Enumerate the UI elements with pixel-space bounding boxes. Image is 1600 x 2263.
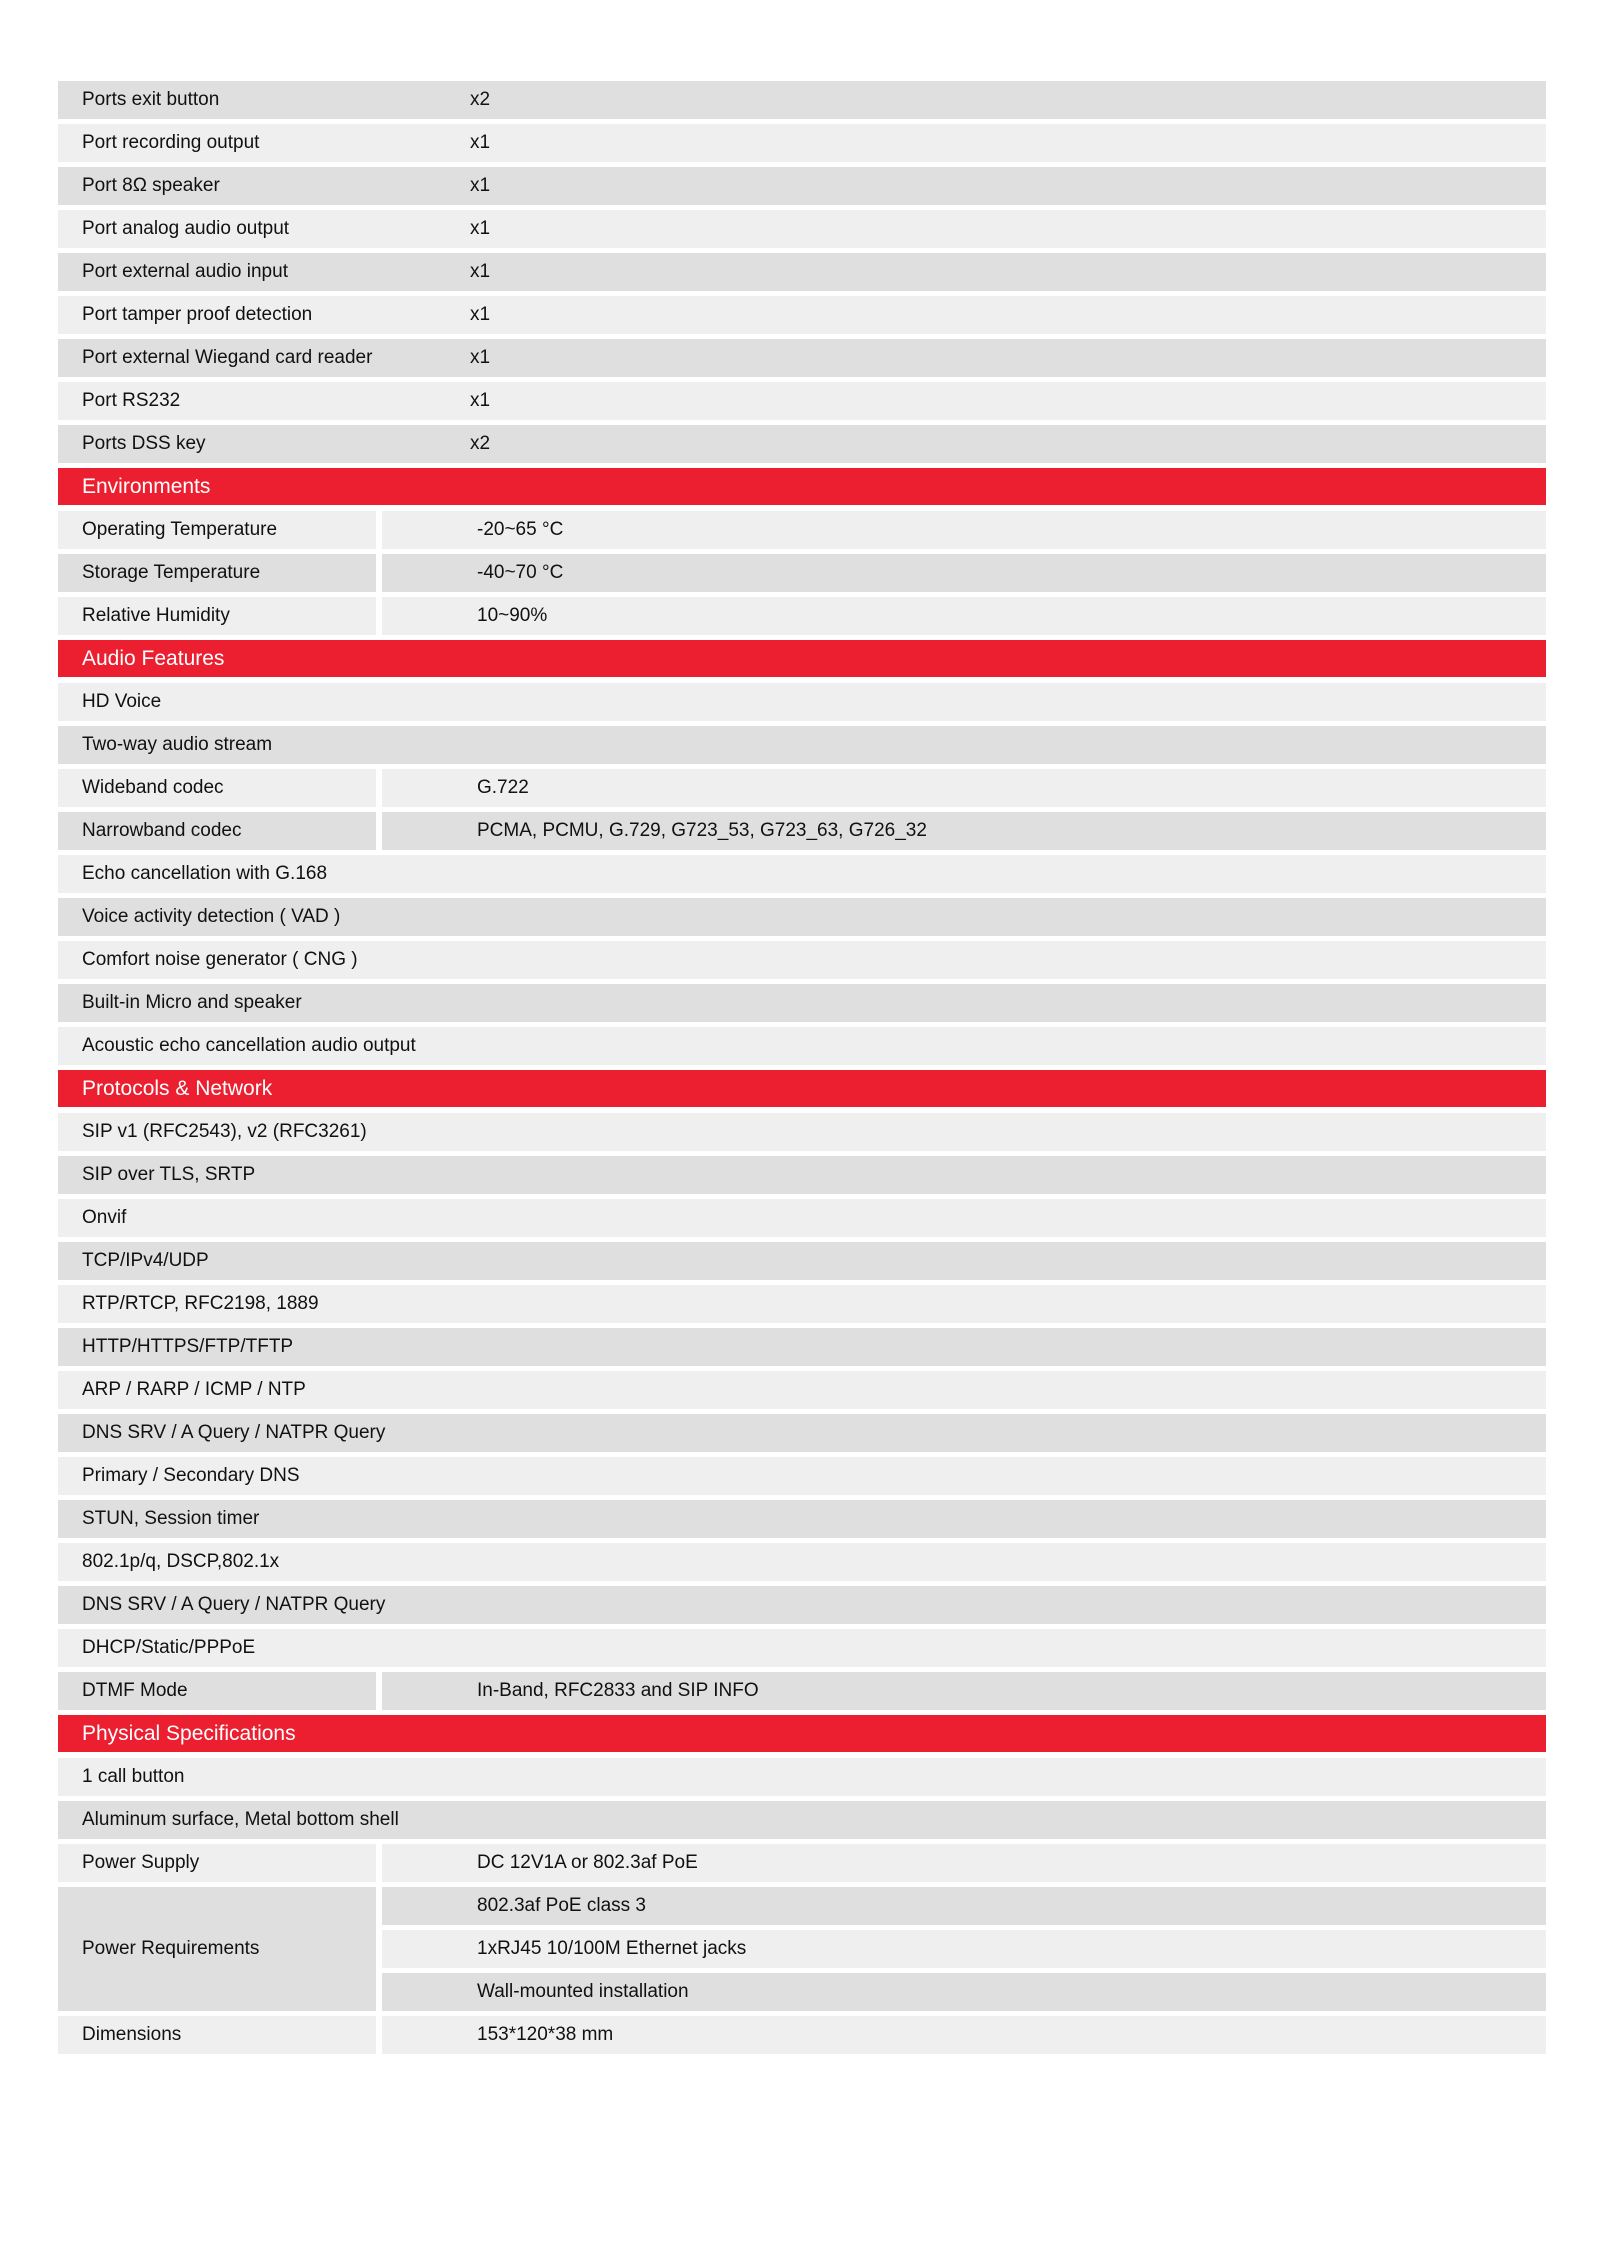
spec-row xyxy=(58,511,1546,549)
spec-value: PCMA, PCMU, G.729, G723_53, G723_63, G726_32 xyxy=(477,820,927,841)
spec-row xyxy=(58,941,1546,979)
spec-row xyxy=(58,1285,1546,1323)
spec-label: Port analog audio output xyxy=(82,218,290,239)
spec-value: DC 12V1A or 802.3af PoE xyxy=(477,1852,698,1873)
spec-label: DNS SRV / A Query / NATPR Query xyxy=(82,1422,386,1443)
spec-label-cell xyxy=(58,812,376,850)
spec-row xyxy=(58,1457,1546,1495)
spec-value: x1 xyxy=(470,347,491,368)
spec-row xyxy=(58,683,1546,721)
spec-value: 10~90% xyxy=(477,605,548,626)
spec-value: -20~65 °C xyxy=(477,519,564,540)
spec-row xyxy=(58,382,1546,420)
spec-row xyxy=(58,1242,1546,1280)
spec-label: Port RS232 xyxy=(82,390,181,411)
spec-label: ARP / RARP / ICMP / NTP xyxy=(82,1379,306,1400)
spec-label: RTP/RTCP, RFC2198, 1889 xyxy=(82,1293,319,1314)
spec-label-cell xyxy=(58,2016,376,2054)
spec-value-cell xyxy=(382,1672,1546,1710)
spec-label-cell xyxy=(58,554,376,592)
spec-row xyxy=(58,167,1546,205)
spec-row xyxy=(58,1113,1546,1151)
spec-row xyxy=(58,1414,1546,1452)
spec-label: 1 call button xyxy=(82,1766,185,1787)
spec-label: Port tamper proof detection xyxy=(82,304,313,325)
spec-label: DHCP/Static/PPPoE xyxy=(82,1637,256,1658)
spec-value: x1 xyxy=(470,304,491,325)
spec-value: x1 xyxy=(470,132,491,153)
spec-sheet xyxy=(58,81,1546,2059)
section-title: Environments xyxy=(82,475,211,498)
spec-value: x2 xyxy=(470,433,491,454)
spec-label: 802.1p/q, DSCP,802.1x xyxy=(82,1551,280,1572)
spec-value: 1xRJ45 10/100M Ethernet jacks xyxy=(477,1938,747,1959)
spec-value-cell xyxy=(382,1887,1546,1925)
spec-label: Port recording output xyxy=(82,132,260,153)
spec-row xyxy=(58,769,1546,807)
spec-label: Power Requirements xyxy=(82,1938,260,1959)
spec-label: SIP v1 (RFC2543), v2 (RFC3261) xyxy=(82,1121,367,1142)
spec-value-cell xyxy=(382,2016,1546,2054)
spec-value-cell xyxy=(382,597,1546,635)
spec-value-cell xyxy=(382,511,1546,549)
spec-label: Onvif xyxy=(82,1207,127,1228)
spec-value-cell xyxy=(382,554,1546,592)
spec-row xyxy=(58,124,1546,162)
spec-label: Built-in Micro and speaker xyxy=(82,992,302,1013)
spec-row xyxy=(58,1672,1546,1710)
spec-row xyxy=(58,1543,1546,1581)
spec-label: Wideband codec xyxy=(82,777,224,798)
spec-value-cell xyxy=(382,1844,1546,1882)
spec-label: HTTP/HTTPS/FTP/TFTP xyxy=(82,1336,294,1357)
spec-value-cell xyxy=(382,1930,1546,1968)
spec-label: Comfort noise generator ( CNG ) xyxy=(82,949,358,970)
section-title: Audio Features xyxy=(82,647,225,670)
spec-label: Acoustic echo cancellation audio output xyxy=(82,1035,416,1056)
spec-label: Narrowband codec xyxy=(82,820,242,841)
spec-label: HD Voice xyxy=(82,691,162,712)
spec-value: Wall-mounted installation xyxy=(477,1981,689,2002)
spec-value: G.722 xyxy=(477,777,529,798)
spec-value: x2 xyxy=(470,89,491,110)
spec-row xyxy=(58,1586,1546,1624)
spec-row xyxy=(58,1844,1546,1882)
spec-value: x1 xyxy=(470,261,491,282)
spec-label: Aluminum surface, Metal bottom shell xyxy=(82,1809,399,1830)
spec-row xyxy=(58,1199,1546,1237)
spec-label: Operating Temperature xyxy=(82,519,278,540)
spec-value: x1 xyxy=(470,390,491,411)
spec-row xyxy=(58,597,1546,635)
spec-value: x1 xyxy=(470,218,491,239)
spec-row xyxy=(58,339,1546,377)
spec-label-cell xyxy=(58,1672,376,1710)
spec-row xyxy=(58,1629,1546,1667)
spec-label: STUN, Session timer xyxy=(82,1508,260,1529)
spec-value-cell xyxy=(382,769,1546,807)
spec-row xyxy=(58,1758,1546,1796)
spec-row xyxy=(58,1027,1546,1065)
spec-row xyxy=(58,81,1546,119)
spec-label: SIP over TLS, SRTP xyxy=(82,1164,256,1185)
spec-label: Voice activity detection ( VAD ) xyxy=(82,906,341,927)
spec-label: DTMF Mode xyxy=(82,1680,188,1701)
spec-row xyxy=(58,554,1546,592)
spec-label: Port external Wiegand card reader xyxy=(82,347,373,368)
spec-label-cell xyxy=(58,1844,376,1882)
spec-value: 153*120*38 mm xyxy=(477,2024,614,2045)
spec-row xyxy=(58,898,1546,936)
spec-value-cell xyxy=(382,1973,1546,2011)
section-title: Protocols & Network xyxy=(82,1077,273,1100)
spec-label: Power Supply xyxy=(82,1852,200,1873)
spec-label: DNS SRV / A Query / NATPR Query xyxy=(82,1594,386,1615)
spec-label-cell xyxy=(58,511,376,549)
spec-row xyxy=(58,210,1546,248)
spec-value-list xyxy=(382,1887,1546,2011)
spec-row xyxy=(58,984,1546,1022)
spec-row xyxy=(58,1801,1546,1839)
spec-label: Dimensions xyxy=(82,2024,182,2045)
spec-row-group xyxy=(58,1887,1546,2011)
spec-row xyxy=(58,2016,1546,2054)
spec-label: TCP/IPv4/UDP xyxy=(82,1250,209,1271)
spec-label: Primary / Secondary DNS xyxy=(82,1465,300,1486)
spec-row xyxy=(58,296,1546,334)
spec-value: 802.3af PoE class 3 xyxy=(477,1895,646,1916)
spec-row xyxy=(58,425,1546,463)
spec-label-cell xyxy=(58,597,376,635)
section-title: Physical Specifications xyxy=(82,1722,296,1745)
spec-value: -40~70 °C xyxy=(477,562,564,583)
spec-label-cell xyxy=(58,1887,376,2011)
spec-label-cell xyxy=(58,769,376,807)
spec-label: Echo cancellation with G.168 xyxy=(82,863,328,884)
spec-row xyxy=(58,855,1546,893)
spec-row xyxy=(58,253,1546,291)
spec-label: Storage Temperature xyxy=(82,562,261,583)
section-header xyxy=(58,1070,1546,1107)
section-header xyxy=(58,468,1546,505)
spec-value-cell xyxy=(382,812,1546,850)
spec-label: Two-way audio stream xyxy=(82,734,273,755)
spec-row xyxy=(58,1500,1546,1538)
spec-label: Relative Humidity xyxy=(82,605,230,626)
spec-value: In-Band, RFC2833 and SIP INFO xyxy=(477,1680,759,1701)
section-header xyxy=(58,1715,1546,1752)
spec-row xyxy=(58,1156,1546,1194)
spec-value: x1 xyxy=(470,175,491,196)
spec-label: Ports DSS key xyxy=(82,433,206,454)
spec-label: Port external audio input xyxy=(82,261,288,282)
spec-row xyxy=(58,1371,1546,1409)
spec-row xyxy=(58,812,1546,850)
spec-row xyxy=(58,726,1546,764)
spec-label: Port 8Ω speaker xyxy=(82,175,220,196)
spec-label: Ports exit button xyxy=(82,89,220,110)
spec-row xyxy=(58,1328,1546,1366)
section-header xyxy=(58,640,1546,677)
